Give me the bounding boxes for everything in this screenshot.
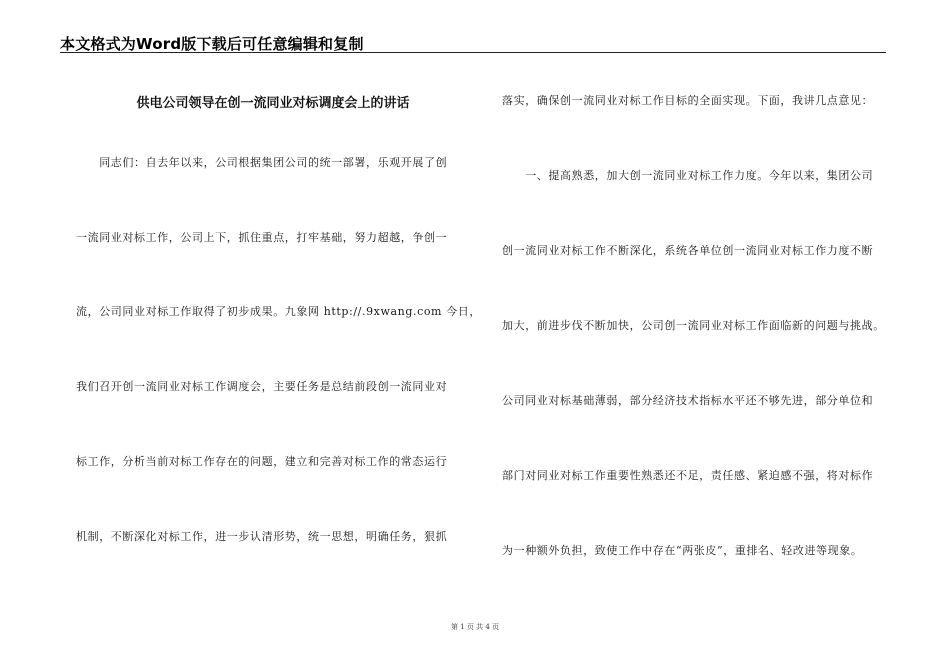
paragraph-line: 为一种额外负担，致使工作中存在“两张皮”，重排名、轻改进等现象。: [502, 544, 863, 557]
paragraph-line: 加大，前进步伐不断加快，公司创一流同业对标工作面临新的问题与挑战。: [502, 319, 885, 332]
paragraph-line: 机制，不断深化对标工作，进一步认清形势，统一思想，明确任务，狠抓: [76, 530, 448, 543]
document-title: 供电公司领导在创一流同业对标调度会上的讲话: [136, 96, 410, 111]
paragraph-line: 一、提高熟悉，加大创一流同业对标工作力度。今年以来，集团公司: [502, 169, 874, 182]
header-title: 本文格式为Word版下载后可任意编辑和复制: [60, 35, 364, 53]
paragraph-line: 我们召开创一流同业对标工作调度会，主要任务是总结前段创一流同业对: [76, 380, 448, 393]
header-divider: [60, 52, 886, 53]
paragraph-line: 创一流同业对标工作不断深化，系统各单位创一流同业对标工作力度不断: [502, 244, 874, 257]
paragraph-line: 公司同业对标基础薄弱，部分经济技术指标水平还不够先进，部分单位和: [502, 394, 874, 407]
paragraph-line: 一流同业对标工作，公司上下，抓住重点，打牢基础，努力超越，争创一: [76, 231, 448, 244]
paragraph-line: 标工作，分析当前对标工作存在的问题，建立和完善对标工作的常态运行: [76, 455, 448, 468]
page-number: 第 1 页 共 4 页: [450, 623, 500, 631]
paragraph-line: 流，公司同业对标工作取得了初步成果。九象网 http://.9xwang.com 今日，: [76, 305, 481, 318]
paragraph-line: 同志们：自去年以来，公司根据集团公司的统一部署，乐观开展了创: [76, 156, 448, 169]
paragraph-line: 落实，确保创一流同业对标工作目标的全面实现。下面，我讲几点意见：: [502, 94, 874, 107]
paragraph-line: 部门对同业对标工作重要性熟悉还不足，责任感、紧迫感不强，将对标作: [502, 469, 874, 482]
